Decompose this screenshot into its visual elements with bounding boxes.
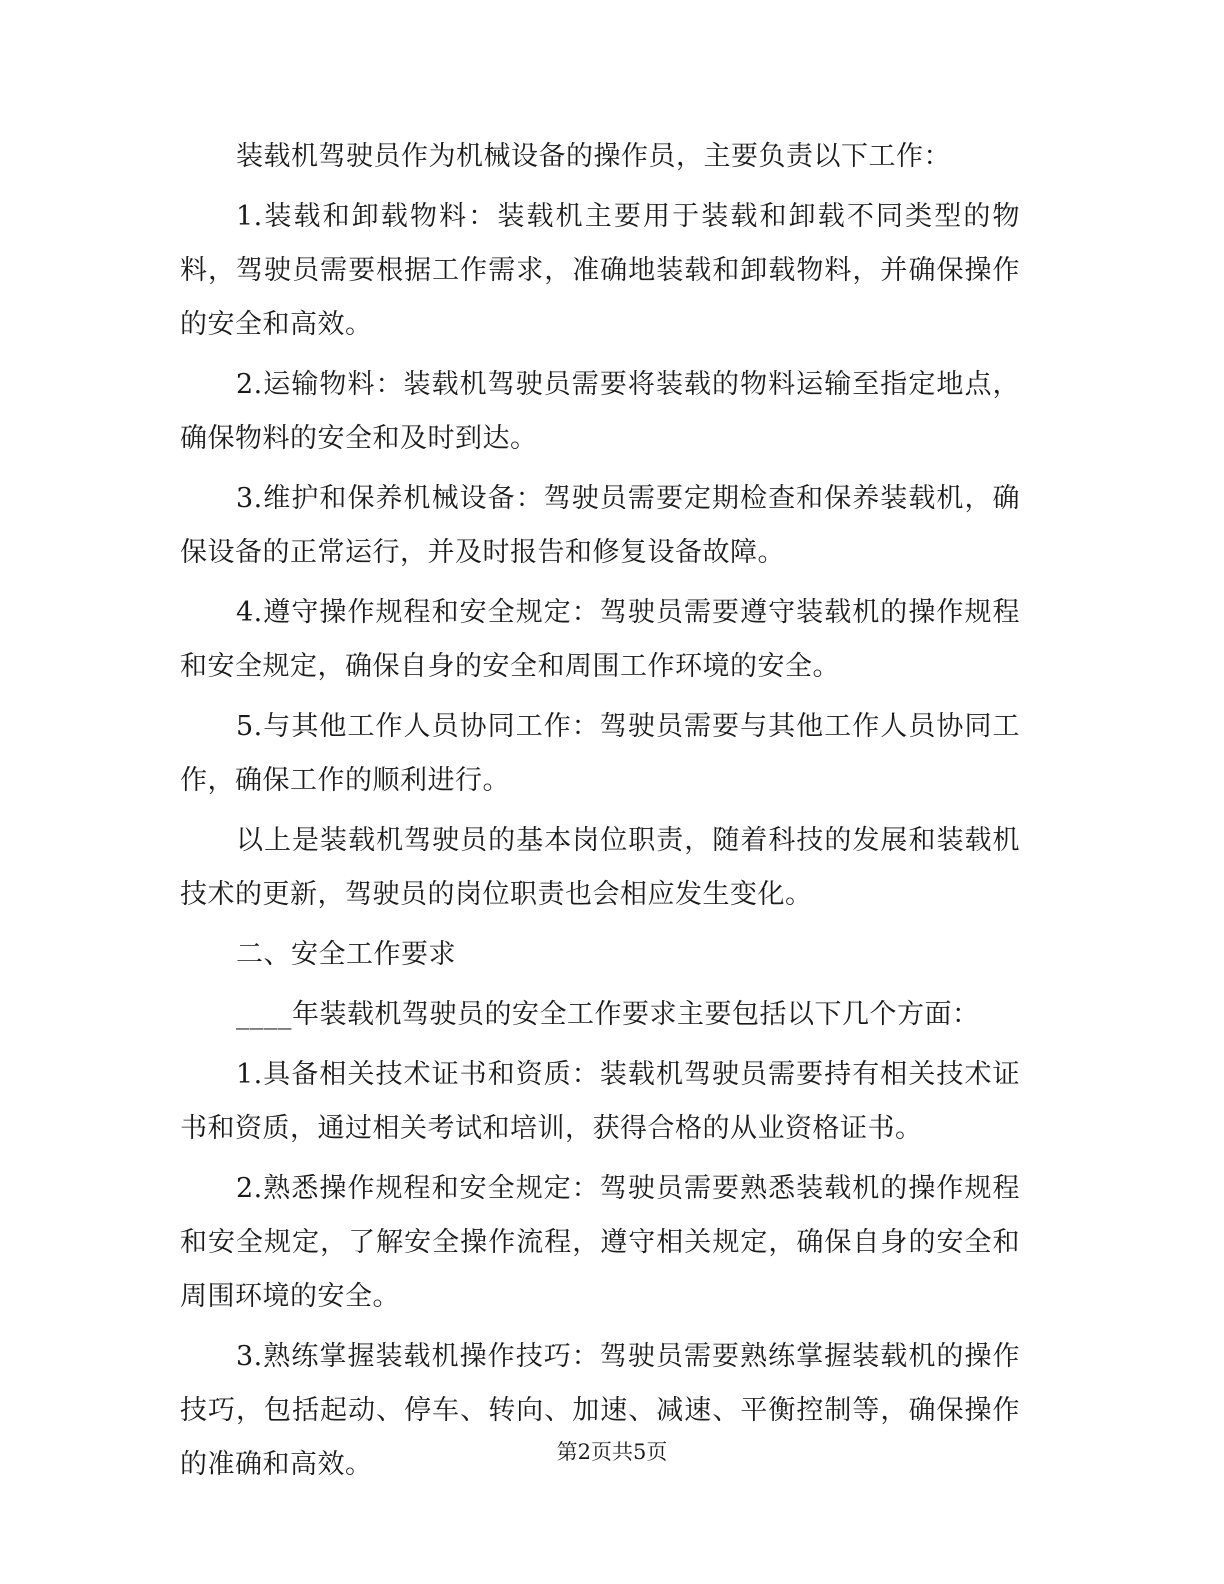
section-heading: 二、安全工作要求 (236, 939, 456, 970)
paragraph-summary: 以上是装载机驾驶员的基本岗位职责，随着科技的发展和装载机技术的更新，驾驶员的岗位职责也会相应发生变化。 (180, 825, 1020, 910)
page-number-footer: 第2页共5页 (556, 1440, 668, 1464)
paragraph-duty-4: 4.遵守操作规程和安全规定：驾驶员需要遵守装载机的操作规程和安全规定，确保自身的安全和周围工作环境的安全。 (180, 597, 1020, 682)
paragraph-safety-2: 2.熟悉操作规程和安全规定：驾驶员需要熟悉装载机的操作规程和安全规定，了解安全操作流程，遵守相关规定，确保自身的安全和周围环境的安全。 (180, 1173, 1020, 1312)
paragraph-safety-3: 3.熟练掌握装载机操作技巧：驾驶员需要熟练掌握装载机的操作技巧，包括起动、停车、转向、加速、减速、平衡控制等，确保操作的准确和高效。 (180, 1341, 1020, 1480)
paragraph-duty-3: 3.维护和保养机械设备：驾驶员需要定期检查和保养装载机，确保设备的正常运行，并及时报告和修复设备故障。 (180, 483, 1020, 568)
paragraph-safety-1: 1.具备相关技术证书和资质：装载机驾驶员需要持有相关技术证书和资质，通过相关考试和培训，获得合格的从业资格证书。 (180, 1059, 1020, 1144)
paragraph-duty-5: 5.与其他工作人员协同工作：驾驶员需要与其他工作人员协同工作，确保工作的顺利进行。 (180, 711, 1020, 796)
paragraph-safety-intro: ____年装载机驾驶员的安全工作要求主要包括以下几个方面： (236, 999, 980, 1030)
paragraph-duty-2: 2.运输物料：装载机驾驶员需要将装载的物料运输至指定地点，确保物料的安全和及时到达。 (180, 369, 1020, 454)
paragraph-duty-1: 1.装载和卸载物料：装载机主要用于装载和卸载不同类型的物料，驾驶员需要根据工作需求，准确地装载和卸载物料，并确保操作的安全和高效。 (180, 201, 1020, 340)
document-body (180, 130, 1020, 1498)
paragraph-intro: 装载机驾驶员作为机械设备的操作员，主要负责以下工作： (236, 141, 951, 172)
